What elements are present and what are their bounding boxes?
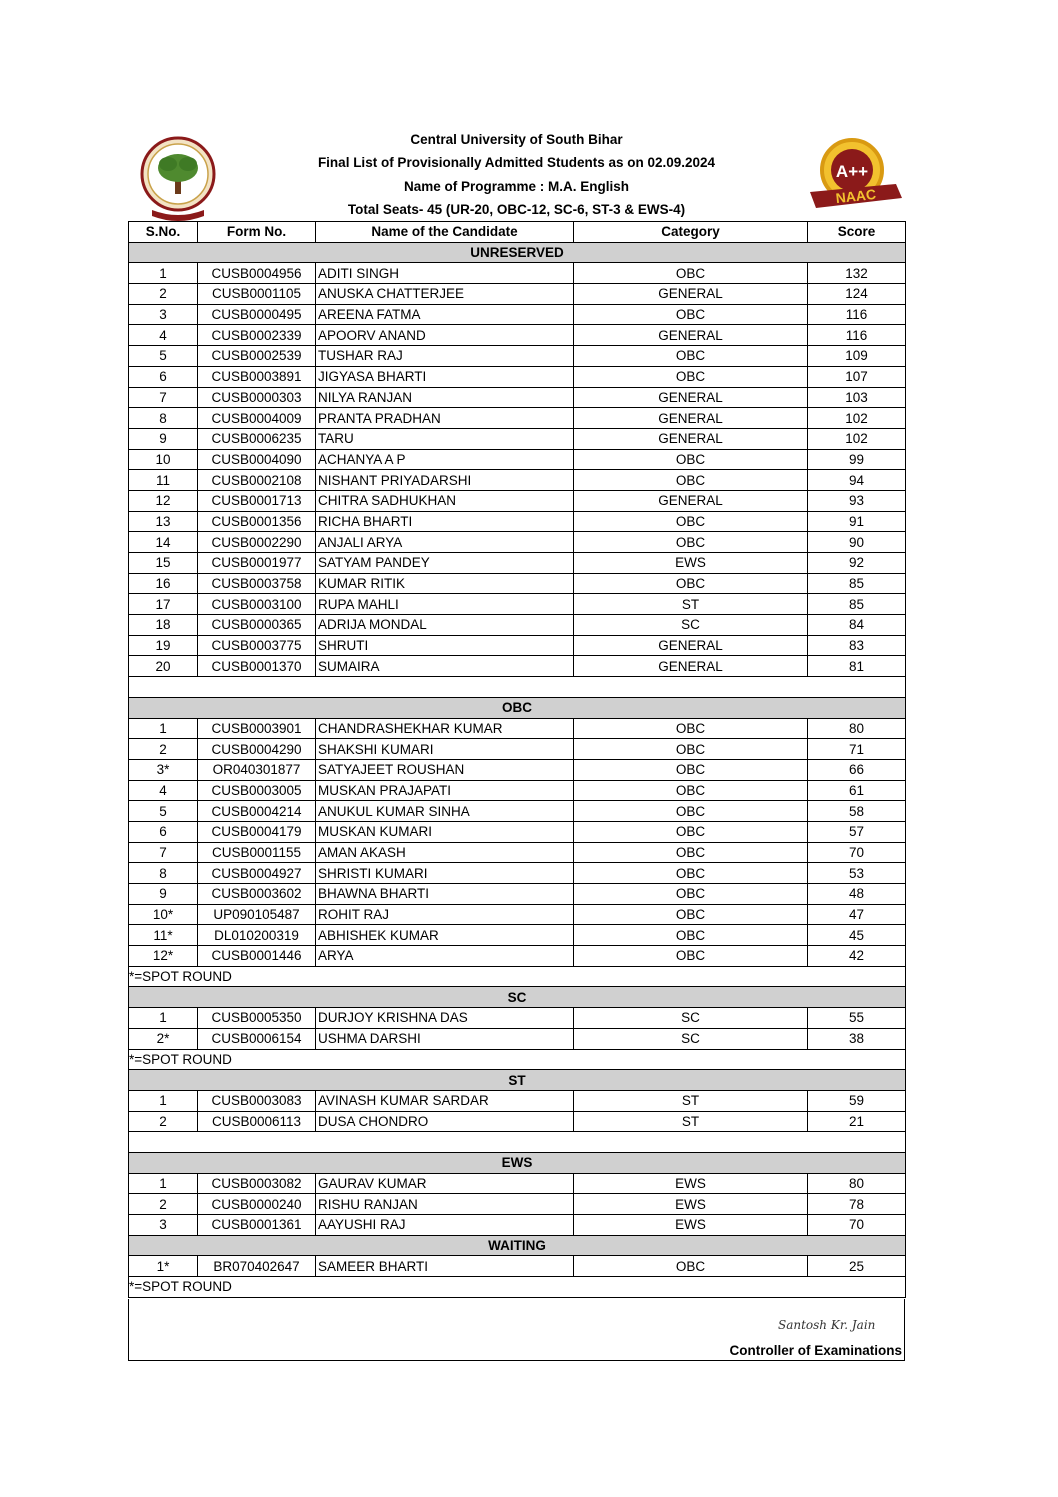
cell-name: ANJALI ARYA: [316, 532, 574, 553]
cell-sno: 6: [129, 821, 198, 842]
table-row: [129, 346, 906, 367]
cell-name: AREENA FATMA: [316, 304, 574, 325]
cell-form-no: CUSB0000240: [198, 1194, 316, 1215]
university-name: Central University of South Bihar: [410, 132, 623, 147]
table-row: [129, 821, 906, 842]
spot-round-note: [129, 1049, 906, 1070]
cell-form-no: CUSB0001370: [198, 656, 316, 677]
cell-sno: 6: [129, 366, 198, 387]
cell-name: SHAKSHI KUMARI: [316, 739, 574, 760]
cell-score: 132: [808, 263, 906, 284]
cell-form-no: CUSB0003005: [198, 780, 316, 801]
cell-score: 84: [808, 615, 906, 636]
cell-score: 85: [808, 573, 906, 594]
col-header-name: Name of the Candidate: [316, 222, 574, 243]
cell-score: 45: [808, 925, 906, 946]
table-row: [129, 884, 906, 905]
naac-grade: A++: [835, 162, 869, 181]
section-header-obc: [129, 697, 906, 718]
cell-sno: 2: [129, 284, 198, 305]
cell-score: 70: [808, 1215, 906, 1236]
cell-form-no: CUSB0002339: [198, 325, 316, 346]
table-row: [129, 1008, 906, 1029]
note-text: *=SPOT ROUND: [129, 1049, 906, 1070]
cell-score: 80: [808, 1173, 906, 1194]
section-title: EWS: [129, 1152, 906, 1173]
cell-sno: 3*: [129, 759, 198, 780]
cell-category: EWS: [574, 1215, 808, 1236]
cell-score: 61: [808, 780, 906, 801]
cell-category: EWS: [574, 1194, 808, 1215]
table-row: [129, 532, 906, 553]
section-title: OBC: [129, 697, 906, 718]
cell-sno: 5: [129, 801, 198, 822]
table-row: [129, 635, 906, 656]
cell-name: RISHU RANJAN: [316, 1194, 574, 1215]
cell-category: GENERAL: [574, 428, 808, 449]
cell-name: TARU: [316, 428, 574, 449]
cell-name: APOORV ANAND: [316, 325, 574, 346]
cell-sno: 5: [129, 346, 198, 367]
cell-sno: 3: [129, 304, 198, 325]
section-title: ST: [129, 1070, 906, 1091]
svg-text:Santosh Kr. Jain: Santosh Kr. Jain: [778, 1318, 876, 1332]
cell-form-no: CUSB0002539: [198, 346, 316, 367]
cell-score: 94: [808, 470, 906, 491]
cell-form-no: CUSB0003901: [198, 718, 316, 739]
cell-form-no: CUSB0003602: [198, 884, 316, 905]
cell-form-no: CUSB0003083: [198, 1090, 316, 1111]
cell-name: SATYAJEET ROUSHAN: [316, 759, 574, 780]
cell-category: OBC: [574, 346, 808, 367]
table-row: [129, 1173, 906, 1194]
cell-sno: 9: [129, 428, 198, 449]
cell-score: 70: [808, 842, 906, 863]
table-row: [129, 739, 906, 760]
cell-category: ST: [574, 594, 808, 615]
table-row: [129, 449, 906, 470]
cell-sno: 16: [129, 573, 198, 594]
section-title: SC: [129, 987, 906, 1008]
cell-score: 80: [808, 718, 906, 739]
cell-score: 102: [808, 408, 906, 429]
table-row: [129, 904, 906, 925]
cell-category: OBC: [574, 925, 808, 946]
cell-score: 85: [808, 594, 906, 615]
cell-sno: 12: [129, 490, 198, 511]
cell-sno: 7: [129, 387, 198, 408]
cell-form-no: CUSB0000303: [198, 387, 316, 408]
cell-score: 107: [808, 366, 906, 387]
signature-area: [128, 1299, 905, 1361]
cell-name: SAMEER BHARTI: [316, 1256, 574, 1277]
cell-form-no: CUSB0000365: [198, 615, 316, 636]
cell-form-no: CUSB0004927: [198, 863, 316, 884]
cell-category: SC: [574, 1028, 808, 1049]
cell-sno: 1: [129, 1173, 198, 1194]
cell-sno: 10: [129, 449, 198, 470]
cell-score: 66: [808, 759, 906, 780]
cell-category: OBC: [574, 1256, 808, 1277]
cell-category: OBC: [574, 263, 808, 284]
cell-category: EWS: [574, 1173, 808, 1194]
cell-name: PRANTA PRADHAN: [316, 408, 574, 429]
col-header-category: Category: [574, 222, 808, 243]
cell-sno: 13: [129, 511, 198, 532]
cell-sno: 20: [129, 656, 198, 677]
table-row: [129, 511, 906, 532]
table-row: [129, 573, 906, 594]
cell-sno: 4: [129, 780, 198, 801]
cell-sno: 2: [129, 739, 198, 760]
table-row: [129, 925, 906, 946]
cell-name: DUSA CHONDRO: [316, 1111, 574, 1132]
cell-category: OBC: [574, 366, 808, 387]
cell-name: DURJOY KRISHNA DAS: [316, 1008, 574, 1029]
cell-category: GENERAL: [574, 635, 808, 656]
cell-category: OBC: [574, 821, 808, 842]
signature: [776, 1309, 886, 1337]
table-row: [129, 759, 906, 780]
section-header-ews: [129, 1152, 906, 1173]
cell-form-no: CUSB0006235: [198, 428, 316, 449]
cell-score: 124: [808, 284, 906, 305]
cell-name: USHMA DARSHI: [316, 1028, 574, 1049]
section-title: UNRESERVED: [129, 242, 906, 263]
cell-name: BHAWNA BHARTI: [316, 884, 574, 905]
cell-name: NILYA RANJAN: [316, 387, 574, 408]
cell-category: OBC: [574, 449, 808, 470]
table-row: [129, 780, 906, 801]
table-row: [129, 408, 906, 429]
cell-score: 92: [808, 553, 906, 574]
cell-category: EWS: [574, 553, 808, 574]
cell-name: MUSKAN KUMARI: [316, 821, 574, 842]
table-row: [129, 1256, 906, 1277]
cell-name: RICHA BHARTI: [316, 511, 574, 532]
table-row: [129, 325, 906, 346]
table-row: [129, 304, 906, 325]
cell-sno: 18: [129, 615, 198, 636]
cell-sno: 1: [129, 263, 198, 284]
cell-category: OBC: [574, 842, 808, 863]
cell-score: 81: [808, 656, 906, 677]
cell-score: 102: [808, 428, 906, 449]
cell-category: OBC: [574, 946, 808, 967]
cell-category: OBC: [574, 718, 808, 739]
cell-form-no: CUSB0006154: [198, 1028, 316, 1049]
cell-form-no: CUSB0001977: [198, 553, 316, 574]
cell-sno: 1: [129, 1008, 198, 1029]
table-row: [129, 387, 906, 408]
cell-form-no: CUSB0001155: [198, 842, 316, 863]
cell-score: 93: [808, 490, 906, 511]
cell-form-no: CUSB0003775: [198, 635, 316, 656]
cell-name: ACHANYA A P: [316, 449, 574, 470]
cell-score: 58: [808, 801, 906, 822]
cell-sno: 12*: [129, 946, 198, 967]
cell-category: OBC: [574, 304, 808, 325]
table-row: [129, 615, 906, 636]
cell-score: 90: [808, 532, 906, 553]
cell-sno: 3: [129, 1215, 198, 1236]
table-row: [129, 470, 906, 491]
cell-sno: 9: [129, 884, 198, 905]
cell-score: 21: [808, 1111, 906, 1132]
cell-name: ANUSKA CHATTERJEE: [316, 284, 574, 305]
cell-sno: 19: [129, 635, 198, 656]
cell-score: 109: [808, 346, 906, 367]
cell-form-no: CUSB0000495: [198, 304, 316, 325]
cell-category: OBC: [574, 511, 808, 532]
cell-sno: 2*: [129, 1028, 198, 1049]
cell-form-no: CUSB0004956: [198, 263, 316, 284]
cell-sno: 15: [129, 553, 198, 574]
cell-score: 116: [808, 304, 906, 325]
cell-form-no: CUSB0004009: [198, 408, 316, 429]
cell-category: OBC: [574, 573, 808, 594]
cell-sno: 4: [129, 325, 198, 346]
cell-form-no: UP090105487: [198, 904, 316, 925]
cell-score: 83: [808, 635, 906, 656]
table-row: [129, 1215, 906, 1236]
cell-name: ABHISHEK KUMAR: [316, 925, 574, 946]
table-row: [129, 718, 906, 739]
cell-sno: 14: [129, 532, 198, 553]
cell-category: GENERAL: [574, 490, 808, 511]
blank-row: [129, 677, 906, 698]
cell-form-no: CUSB0003082: [198, 1173, 316, 1194]
table-row: [129, 801, 906, 822]
table-row: [129, 946, 906, 967]
cell-category: OBC: [574, 801, 808, 822]
cell-sno: 11*: [129, 925, 198, 946]
cell-form-no: CUSB0002290: [198, 532, 316, 553]
cell-sno: 11: [129, 470, 198, 491]
table-header-row: [129, 222, 906, 243]
col-header-sno: S.No.: [129, 222, 198, 243]
cell-sno: 2: [129, 1111, 198, 1132]
cell-name: GAURAV KUMAR: [316, 1173, 574, 1194]
cell-category: GENERAL: [574, 325, 808, 346]
cell-name: RUPA MAHLI: [316, 594, 574, 615]
cell-name: NISHANT PRIYADARSHI: [316, 470, 574, 491]
cell-name: KUMAR RITIK: [316, 573, 574, 594]
cell-score: 53: [808, 863, 906, 884]
cell-form-no: CUSB0006113: [198, 1111, 316, 1132]
cell-name: AAYUSHI RAJ: [316, 1215, 574, 1236]
cell-category: OBC: [574, 863, 808, 884]
cell-sno: 8: [129, 408, 198, 429]
cell-category: OBC: [574, 780, 808, 801]
naac-logo: [806, 134, 904, 218]
section-header-sc: [129, 987, 906, 1008]
cell-form-no: CUSB0002108: [198, 470, 316, 491]
cell-score: 78: [808, 1194, 906, 1215]
cell-form-no: CUSB0004214: [198, 801, 316, 822]
cell-score: 99: [808, 449, 906, 470]
cell-form-no: CUSB0004179: [198, 821, 316, 842]
cell-form-no: CUSB0001713: [198, 490, 316, 511]
cell-category: OBC: [574, 904, 808, 925]
cell-sno: 1*: [129, 1256, 198, 1277]
cell-category: OBC: [574, 759, 808, 780]
table-row: [129, 594, 906, 615]
cell-form-no: CUSB0001446: [198, 946, 316, 967]
cell-score: 48: [808, 884, 906, 905]
cell-score: 38: [808, 1028, 906, 1049]
cell-form-no: CUSB0001361: [198, 1215, 316, 1236]
cell-sno: 17: [129, 594, 198, 615]
cell-category: ST: [574, 1111, 808, 1132]
table-row: [129, 842, 906, 863]
cell-category: SC: [574, 615, 808, 636]
cell-category: OBC: [574, 470, 808, 491]
col-header-score: Score: [808, 222, 906, 243]
cell-name: ADITI SINGH: [316, 263, 574, 284]
table-row: [129, 1194, 906, 1215]
cell-name: CHANDRASHEKHAR KUMAR: [316, 718, 574, 739]
cell-score: 59: [808, 1090, 906, 1111]
cell-category: GENERAL: [574, 284, 808, 305]
list-title: Final List of Provisionally Admitted Students as on 02.09.2024: [317, 155, 716, 170]
cell-sno: 1: [129, 718, 198, 739]
cell-category: GENERAL: [574, 656, 808, 677]
cell-form-no: CUSB0004090: [198, 449, 316, 470]
cell-score: 25: [808, 1256, 906, 1277]
table-row: [129, 656, 906, 677]
cell-score: 91: [808, 511, 906, 532]
cell-sno: 1: [129, 1090, 198, 1111]
spot-round-note: [129, 966, 906, 987]
table-row: [129, 284, 906, 305]
cell-name: AVINASH KUMAR SARDAR: [316, 1090, 574, 1111]
total-seats: Total Seats- 45 (UR-20, OBC-12, SC-6, ST-3 & EWS-4): [347, 202, 686, 217]
section-header-waiting: [129, 1235, 906, 1256]
cell-score: 47: [808, 904, 906, 925]
cell-category: OBC: [574, 884, 808, 905]
cell-name: JIGYASA BHARTI: [316, 366, 574, 387]
cell-category: GENERAL: [574, 387, 808, 408]
cell-category: SC: [574, 1008, 808, 1029]
cell-sno: 10*: [129, 904, 198, 925]
cell-form-no: DL010200319: [198, 925, 316, 946]
naac-label: NAAC: [834, 185, 877, 207]
note-text: *=SPOT ROUND: [129, 966, 906, 987]
cell-name: MUSKAN PRAJAPATI: [316, 780, 574, 801]
cell-name: AMAN AKASH: [316, 842, 574, 863]
table-row: [129, 553, 906, 574]
table-row: [129, 366, 906, 387]
table-row: [129, 1090, 906, 1111]
table-row: [129, 428, 906, 449]
section-title: WAITING: [129, 1235, 906, 1256]
cell-form-no: CUSB0004290: [198, 739, 316, 760]
table-row: [129, 863, 906, 884]
note-text: *=SPOT ROUND: [129, 1277, 906, 1298]
cell-name: SHRISTI KUMARI: [316, 863, 574, 884]
table-row: [129, 490, 906, 511]
admission-table: [128, 221, 906, 1298]
cell-name: ARYA: [316, 946, 574, 967]
cell-score: 57: [808, 821, 906, 842]
controller-of-examinations: Controller of Examinations: [729, 1343, 902, 1358]
cell-category: OBC: [574, 532, 808, 553]
cell-form-no: CUSB0005350: [198, 1008, 316, 1029]
table-row: [129, 263, 906, 284]
document-header: [128, 128, 905, 221]
cell-name: ROHIT RAJ: [316, 904, 574, 925]
programme-name: Name of Programme : M.A. English: [403, 179, 630, 194]
cell-category: ST: [574, 1090, 808, 1111]
spot-round-note: [129, 1277, 906, 1298]
cell-name: CHITRA SADHUKHAN: [316, 490, 574, 511]
cell-form-no: CUSB0001356: [198, 511, 316, 532]
cell-form-no: CUSB0003758: [198, 573, 316, 594]
table-row: [129, 1028, 906, 1049]
blank-row: [129, 1132, 906, 1153]
cell-score: 42: [808, 946, 906, 967]
cell-sno: 8: [129, 863, 198, 884]
col-header-form: Form No.: [198, 222, 316, 243]
cell-form-no: BR070402647: [198, 1256, 316, 1277]
section-header-unreserved: [129, 242, 906, 263]
cell-sno: 7: [129, 842, 198, 863]
cell-sno: 2: [129, 1194, 198, 1215]
cell-category: OBC: [574, 739, 808, 760]
cell-form-no: CUSB0001105: [198, 284, 316, 305]
cell-name: SATYAM PANDEY: [316, 553, 574, 574]
cell-name: SHRUTI: [316, 635, 574, 656]
cell-name: ADRIJA MONDAL: [316, 615, 574, 636]
cell-score: 71: [808, 739, 906, 760]
cell-category: GENERAL: [574, 408, 808, 429]
cell-name: ANUKUL KUMAR SINHA: [316, 801, 574, 822]
cell-score: 103: [808, 387, 906, 408]
cell-form-no: CUSB0003891: [198, 366, 316, 387]
cell-name: TUSHAR RAJ: [316, 346, 574, 367]
cell-form-no: OR040301877: [198, 759, 316, 780]
cell-score: 55: [808, 1008, 906, 1029]
table-row: [129, 1111, 906, 1132]
cell-form-no: CUSB0003100: [198, 594, 316, 615]
cell-name: SUMAIRA: [316, 656, 574, 677]
cell-score: 116: [808, 325, 906, 346]
section-header-st: [129, 1070, 906, 1091]
